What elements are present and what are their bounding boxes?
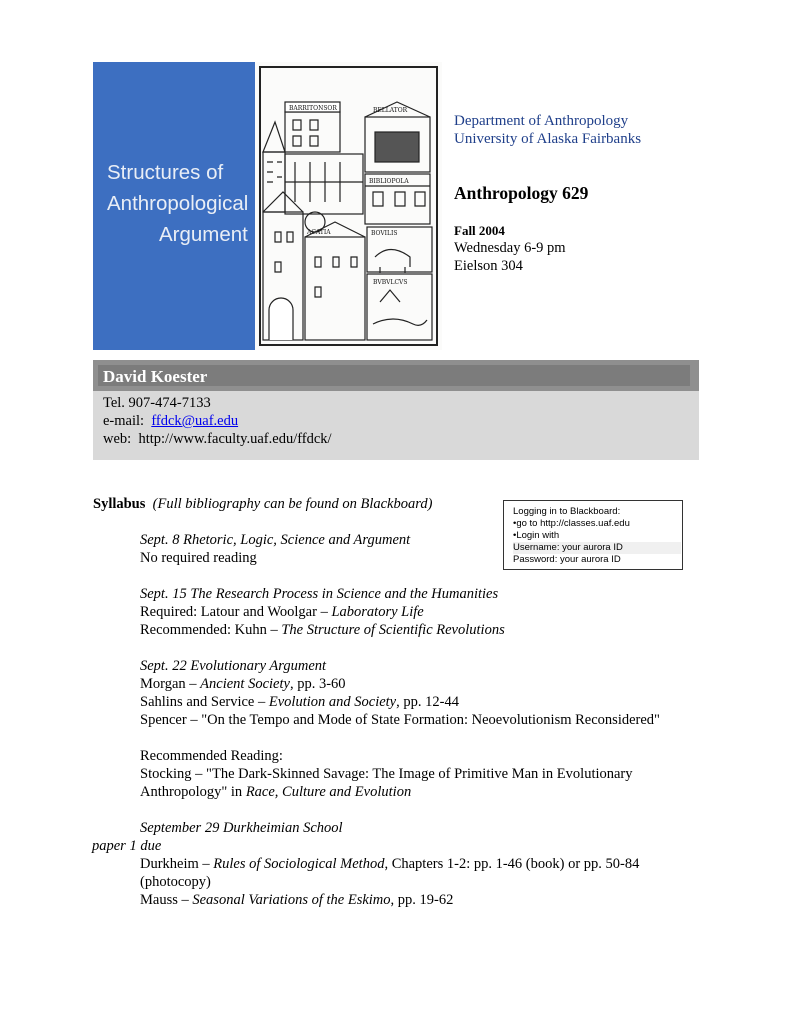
syllabus-note: (Full bibliography can be found on Blackboard) [152,496,433,512]
course-schedule [454,239,566,275]
email-line [103,412,332,430]
woodcut-label: ACATIA [307,229,331,236]
course-term: Fall 2004 [454,223,505,238]
email-link[interactable]: ffdck@uaf.edu [151,413,239,429]
web-line [103,430,332,448]
reading-line: Required: Latour and Woolgar – Laboratory Life [140,604,424,620]
instructor-name: David Koester [103,367,208,386]
web-label: web: [103,431,132,447]
department-block [454,112,641,148]
syllabus-heading-line [93,496,432,513]
reading-line: No required reading [140,550,257,566]
email-label: e-mail: [103,413,145,429]
woodcut-drawing [255,62,442,350]
meeting-room: Eielson 304 [454,258,523,274]
reading-line: Sahlins and Service – Evolution and Society, pp. 12-44 [140,694,459,710]
banner-title-line: Argument [159,223,248,246]
university-name: University of Alaska Fairbanks [454,131,642,147]
login-line: •go to http://classes.uaf.edu [513,518,630,529]
woodcut-label: BIBLIOPOLA [369,178,409,185]
recommended-heading: Recommended Reading: [140,748,283,764]
meeting-time: Wednesday 6-9 pm [454,240,566,256]
department-name: Department of Anthropology [454,113,629,129]
week-title: Sept. 22 Evolutionary Argument [140,658,327,674]
banner-title-line: Structures of [107,161,224,184]
syllabus-body [92,531,720,909]
woodcut-label: BARRITONSOR [289,105,337,112]
reading-line: Durkheim – Rules of Sociological Method, Chapters 1-2: pp. 1-46 (book) or pp. 50-84 (photocopy) [140,856,640,890]
reading-line: Recommended: Kuhn – The Structure of Scientific Revolutions [140,622,505,638]
login-line: Logging in to Blackboard: [513,506,621,517]
banner-title-line: Anthropological [107,192,249,215]
login-line: •Login with [513,530,560,541]
reading-line: Mauss – Seasonal Variations of the Eskimo, pp. 19-62 [140,892,454,908]
woodcut-label: BOVILIS [371,230,398,237]
login-line: Username: your aurora ID [513,542,681,554]
web-url: http://www.faculty.uaf.edu/ffdck/ [138,431,332,447]
week-title: September 29 Durkheimian School [140,820,343,836]
banner-title [107,157,257,250]
woodcut-label: BVBVLCVS [373,279,408,286]
login-line: Password: your aurora ID [513,554,621,565]
week-title: Sept. 8 Rhetoric, Logic, Science and Argument [140,532,411,548]
instructor-contact-box [93,391,699,460]
course-title: Anthropology 629 [454,183,589,203]
reading-line: Spencer – "On the Tempo and Mode of State Formation: Neoevolutionism Reconsidered" [140,712,660,728]
instructor-header-bar [93,360,699,391]
course-banner [93,62,442,350]
phone-line: Tel. 907-474-7133 [103,395,211,411]
week-title: Sept. 15 The Research Process in Science and the Humanities [140,586,499,602]
syllabus-heading: Syllabus [93,496,146,512]
woodcut-label: BELLATOR [373,107,408,114]
assignment-note: paper 1 due [92,838,162,854]
reading-line: Stocking – "The Dark-Skinned Savage: The Image of Primitive Man in Evolutionary Anthropology" in Race, Culture and Evolution [140,766,633,800]
woodcut-illustration [255,62,442,350]
contact-info [103,394,332,448]
reading-line: Morgan – Ancient Society, pp. 3-60 [140,676,346,692]
